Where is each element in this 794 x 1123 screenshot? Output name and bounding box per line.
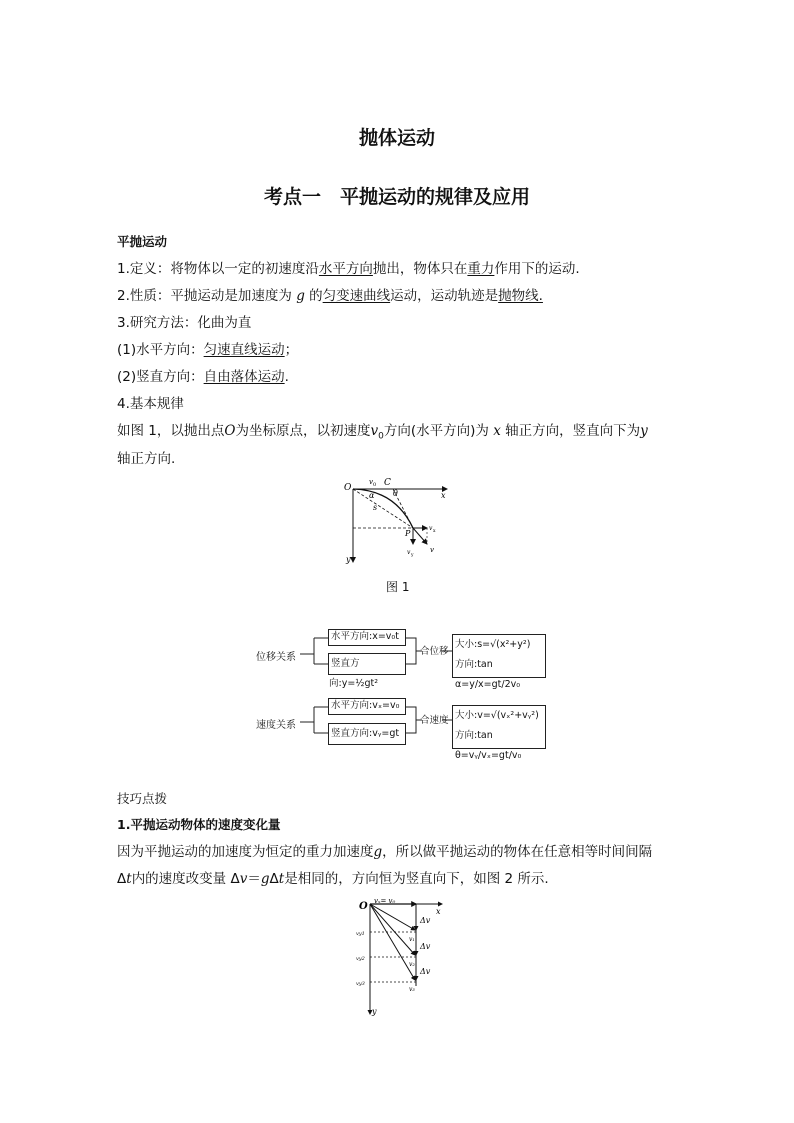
item-3a: (1)水平方向：匀速直线运动；: [117, 342, 299, 358]
svg-text:C: C: [384, 478, 391, 488]
disp-horizontal-box: 水平方向:x=v₀t: [328, 629, 406, 646]
item-2: 2.性质：平抛运动是加速度为 g 的匀变速曲线运动，运动轨迹是抛物线.: [117, 288, 543, 304]
svg-text:v₂: v₂: [409, 961, 415, 968]
tips-heading: 技巧点拨: [117, 791, 168, 806]
svg-text:P: P: [405, 529, 411, 538]
svg-text:vy1: vy1: [356, 931, 365, 937]
vel-label: 速度关系: [256, 720, 296, 731]
figure-1-caption: 图 1: [386, 580, 410, 594]
svg-text:0: 0: [373, 482, 377, 488]
svg-text:y: y: [372, 1007, 377, 1016]
svg-text:s: s: [373, 503, 378, 512]
item-3: 3.研究方法：化曲为直: [117, 315, 252, 331]
vel-horizontal-box: 水平方向:vₓ=v₀: [328, 698, 406, 715]
item-1: 1.定义：将物体以一定的初速度沿水平方向抛出，物体只在重力作用下的运动.: [117, 261, 580, 277]
svg-text:x: x: [433, 529, 436, 534]
vel-combine: 合速度: [420, 715, 449, 726]
figure-1: [335, 476, 465, 568]
item-4-text: 如图 1，以抛出点O为坐标原点，以初速度$v_0$方向(水平方向)为 x 轴正方向，竖直向下为y: [117, 423, 648, 442]
item-4-text-2: 轴正方向.: [117, 451, 176, 467]
svg-text:vₓ= v₀: vₓ= v₀: [374, 897, 396, 905]
svg-text:x: x: [441, 491, 446, 500]
svg-text:Δv: Δv: [420, 967, 431, 976]
svg-text:O: O: [359, 901, 368, 912]
svg-text:v₁: v₁: [409, 936, 415, 943]
svg-text:y: y: [346, 555, 351, 564]
item-3b: (2)竖直方向：自由落体运动.: [117, 369, 289, 385]
vel-result-box: 大小:v=√(vₓ²+vᵧ²) 方向:tan θ=vᵧ/vₓ=gt/v₀: [452, 705, 546, 749]
svg-text:vy2: vy2: [356, 956, 365, 962]
svg-text:v: v: [429, 525, 433, 532]
fig1-label-O: O: [344, 483, 352, 493]
page-title: 抛体运动: [358, 127, 435, 149]
section-title: 考点一 平抛运动的规律及应用: [263, 186, 530, 208]
svg-text:v: v: [407, 549, 411, 556]
disp-vertical-box: 竖直方向:y=½gt²: [328, 653, 406, 675]
item-4: 4.基本规律: [117, 396, 184, 412]
svg-text:v: v: [369, 478, 373, 486]
svg-text:v: v: [430, 546, 434, 554]
svg-text:Δv: Δv: [420, 942, 431, 951]
disp-result-box: 大小:s=√(x²+y²) 方向:tan α=y/x=gt/2v₀: [452, 634, 546, 678]
tip1-text-2: Δt内的速度改变量 Δv＝gΔt是相同的，方向恒为竖直向下，如图 2 所示.: [117, 871, 549, 887]
figure-2: [352, 896, 452, 1018]
svg-text:y: y: [411, 553, 414, 558]
svg-text:vy3: vy3: [356, 981, 365, 987]
svg-text:θ: θ: [393, 489, 398, 498]
svg-text:α: α: [369, 491, 375, 500]
sub-heading: 平抛运动: [117, 234, 168, 249]
svg-text:v₃: v₃: [409, 986, 415, 993]
tip1-text: 因为平抛运动的加速度为恒定的重力加速度g，所以做平抛运动的物体在任意相等时间间隔: [117, 844, 653, 860]
vel-vertical-box: 竖直方向:vᵧ=gt: [328, 723, 406, 745]
svg-text:x: x: [436, 907, 441, 916]
disp-label: 位移关系: [256, 652, 296, 663]
tip1-heading: 1.平抛运动物体的速度变化量: [117, 817, 281, 832]
svg-text:Δv: Δv: [420, 916, 431, 925]
disp-combine: 合位移: [420, 646, 449, 657]
